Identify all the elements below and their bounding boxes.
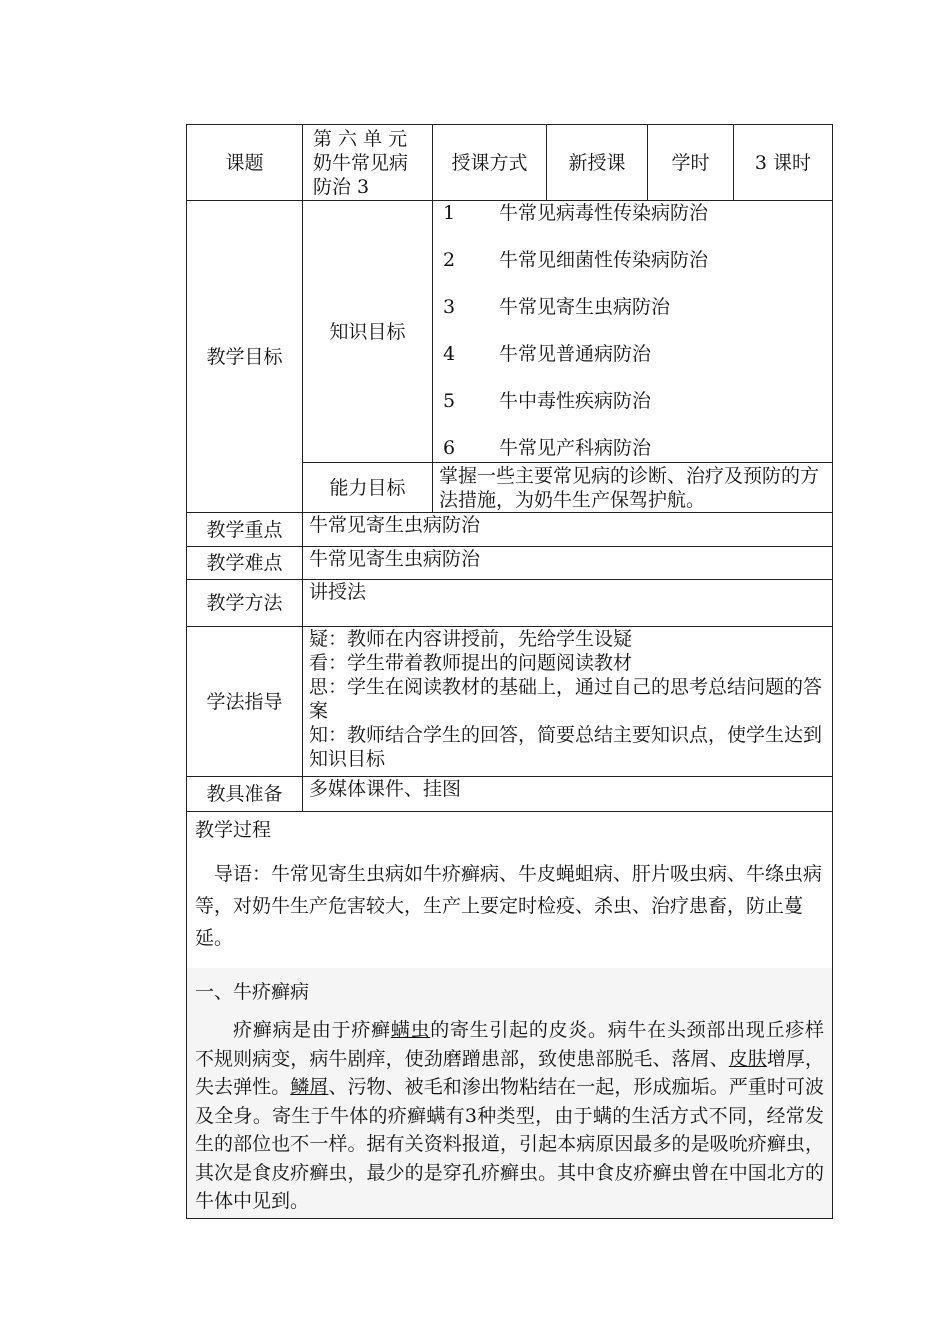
body-link-text: 螨虫 [390, 1019, 431, 1041]
tools-row [187, 777, 833, 812]
goal-text: 牛常见产科病防治 [499, 437, 652, 459]
body-text: 的寄生引起的皮炎。病牛在头颈部出现丘疹样 不规则病变，病牛剧痒，使劲磨蹭患部，致使患部脱毛、落屑、 [195, 1019, 824, 1070]
teaching-method-row [187, 580, 833, 627]
process-title: 教学过程 [195, 819, 272, 841]
learning-guide-list [303, 627, 833, 777]
difficulty-label: 教学难点 [187, 547, 303, 580]
learning-guide-label: 学法指导 [187, 627, 303, 777]
learning-guide-row [187, 627, 833, 777]
goal-number: 4 [443, 343, 456, 365]
goal-text: 牛常见细菌性传染病防治 [499, 249, 709, 271]
goal-text: 牛中毒性疾病防治 [499, 390, 652, 412]
process-section [187, 968, 832, 1218]
knowledge-goal-row [187, 201, 833, 463]
body-link-text: 鳞屑 [290, 1076, 329, 1098]
lesson-plan-table [186, 124, 833, 1219]
ability-goal-text: 掌握一些主要常见病的诊断、治疗及预防的方法措施，为奶牛生产保驾护航。 [433, 463, 833, 513]
body-text: 疥癣病是由于疥癣 [233, 1019, 391, 1041]
body-text: 增厚，失去弹性。 [195, 1047, 824, 1098]
goal-text: 牛常见普通病防治 [499, 343, 652, 365]
goal-text: 牛常见病毒性传染病防治 [499, 202, 709, 224]
goal-number: 6 [443, 437, 456, 459]
knowledge-goal-item [439, 248, 826, 295]
goal-number: 2 [443, 249, 456, 271]
body-link-text: 皮肤 [728, 1047, 767, 1070]
topic-value: 第 六 单 元奶牛常见病防治 3 [303, 125, 433, 201]
knowledge-goal-item [439, 201, 826, 248]
difficulty-value: 牛常见寄生虫病防治 [303, 547, 833, 580]
knowledge-goal-item [439, 342, 826, 389]
tools-label: 教具准备 [187, 777, 303, 812]
tools-value: 多媒体课件、挂图 [303, 777, 833, 812]
process-row [187, 812, 833, 1219]
section-title: 一、牛疥癣病 [195, 981, 310, 1003]
learning-guide-line: 知：教师结合学生的回答，简要总结主要知识点，使学生达到知识目标 [309, 724, 823, 770]
header-row [187, 125, 833, 201]
goals-label: 教学目标 [187, 201, 303, 513]
mode-label: 授课方式 [433, 125, 547, 201]
difficulty-row [187, 547, 833, 580]
learning-guide-line: 看：学生带着教师提出的问题阅读教材 [309, 652, 633, 674]
lesson-plan-page [186, 124, 832, 1219]
goal-number: 3 [443, 296, 456, 318]
knowledge-goal-item [439, 436, 826, 460]
goal-text: 牛常见寄生虫病防治 [499, 296, 671, 318]
process-intro: 导语：牛常见寄生虫病如牛疥癣病、牛皮蝇蛆病、肝片吸虫病、牛绦虫病等，对奶牛生产危害较大，生产上要定时检疫、杀虫、治疗患畜，防止蔓延。 [195, 863, 823, 949]
key-point-label: 教学重点 [187, 513, 303, 547]
body-text: 、污物、被毛和渗出物粘结在一起，形成痂垢。严重时可波及全身。寄生于牛体的疥癣螨有3种类型，由于螨的生活方式不同，经常发生的部位也不一样。据有关资料报道，引起本病原因最多的是吸吮疥癣虫，其次是食皮疥癣虫，最少的是穿孔疥癣虫。其中食皮疥癣虫曾在中国北方的牛体中见到。 [195, 1076, 824, 1212]
topic-label: 课题 [187, 125, 303, 201]
goal-number: 1 [443, 202, 456, 224]
knowledge-goal-label: 知识目标 [303, 201, 433, 463]
process-cell [187, 812, 833, 1219]
learning-guide-line: 思：学生在阅读教材的基础上，通过自己的思考总结问题的答案 [309, 676, 823, 722]
goal-number: 5 [443, 390, 456, 412]
knowledge-goal-list [433, 201, 833, 463]
hours-value: 3 课时 [734, 125, 833, 201]
knowledge-goal-item [439, 389, 826, 436]
teaching-method-value: 讲授法 [303, 580, 833, 627]
key-point-value: 牛常见寄生虫病防治 [303, 513, 833, 547]
section-body [195, 1016, 824, 1218]
mode-value: 新授课 [547, 125, 648, 201]
key-point-row [187, 513, 833, 547]
hours-label: 学时 [648, 125, 734, 201]
teaching-method-label: 教学方法 [187, 580, 303, 627]
knowledge-goal-item [439, 295, 826, 342]
learning-guide-line: 疑：教师在内容讲授前，先给学生设疑 [309, 628, 633, 650]
ability-goal-label: 能力目标 [303, 463, 433, 513]
